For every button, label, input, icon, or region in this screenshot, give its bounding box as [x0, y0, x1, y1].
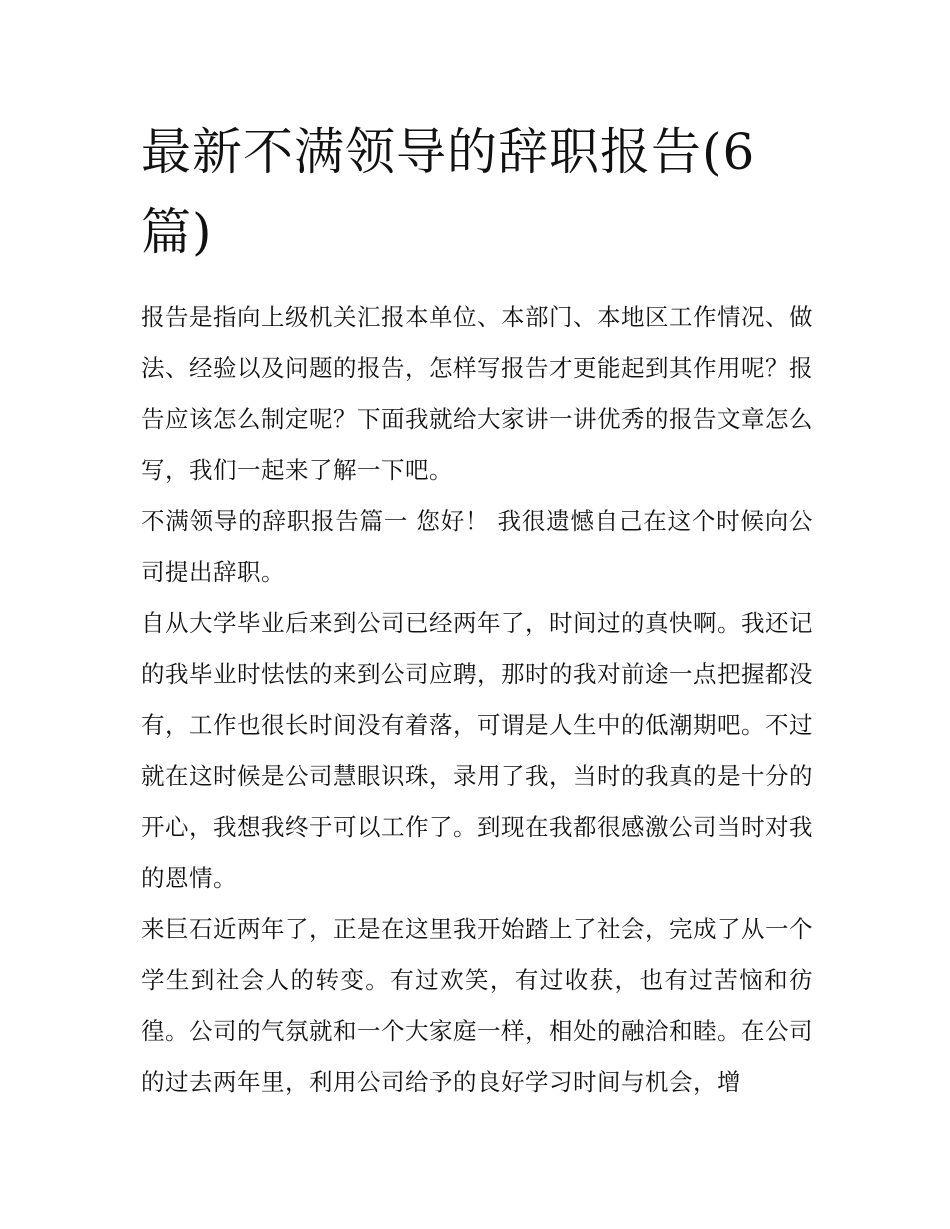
paragraph-intro: 报告是指向上级机关汇报本单位、本部门、本地区工作情况、做法、经验以及问题的报告，怎样写报告才更能起到其作用呢？报告应该怎么制定呢？下面我就给大家讲一讲优秀的报告文章怎么写，我们一起来了解一下吧。 [141, 303, 813, 484]
paragraph-experience: 来巨石近两年了，正是在这里我开始踏上了社会，完成了从一个学生到社会人的转变。有过欢笑，有过收获，也有过苦恼和彷徨。公司的气氛就和一个大家庭一样，相处的融洽和睦。在公司的过去两年里，利用公司给予的良好学习时间与机会，增 [141, 915, 813, 1096]
paragraph-opening: 不满领导的辞职报告篇一 您好！ 我很遗憾自己在这个时候向公司提出辞职。 [141, 507, 813, 586]
document-page [141, 112, 813, 1108]
document-title: 最新不满领导的辞职报告(6篇) [141, 123, 756, 261]
document-body [141, 292, 813, 1108]
paragraph-history: 自从大学毕业后来到公司已经两年了，时间过的真快啊。我还记的我毕业时怯怯的来到公司应聘，那时的我对前途一点把握都没有，工作也很长时间没有着落，可谓是人生中的低潮期吧。不过就在这时候是公司慧眼识珠，录用了我，当时的我真的是十分的开心，我想我终于可以工作了。到现在我都很感激公司当时对我的恩情。 [141, 609, 813, 892]
